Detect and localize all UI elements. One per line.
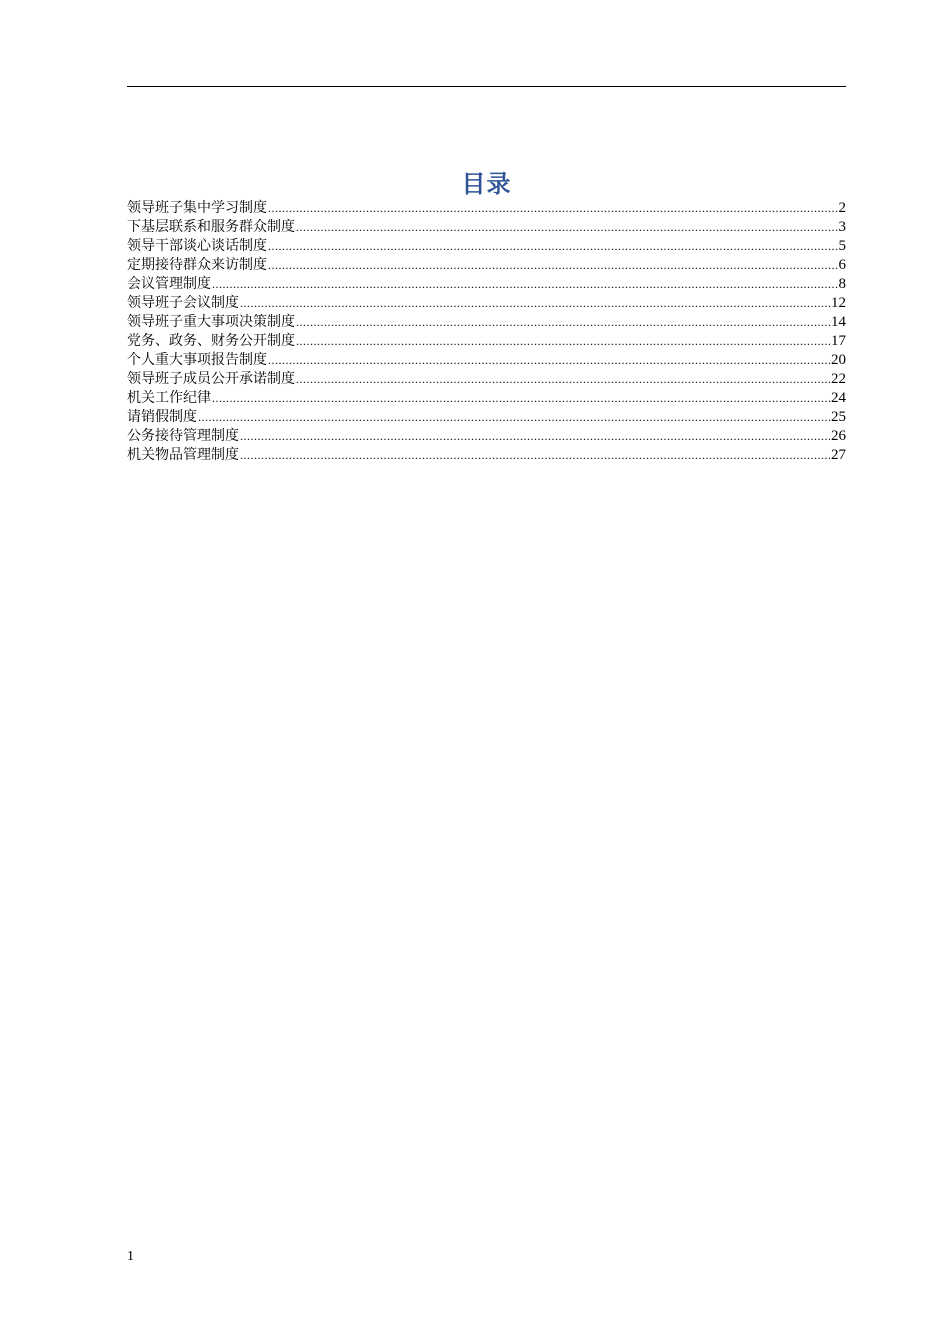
toc-entry-page: 27 (831, 447, 846, 463)
toc-entry-page: 20 (831, 352, 846, 368)
toc-leader-dots (268, 256, 838, 275)
toc-entry[interactable] (127, 237, 846, 256)
table-of-contents (127, 199, 846, 465)
toc-entry-page: 12 (831, 295, 846, 311)
toc-entry-page: 3 (838, 219, 846, 235)
footer-page-number: 1 (127, 1249, 134, 1264)
toc-leader-dots (296, 313, 830, 332)
toc-entry[interactable] (127, 427, 846, 446)
toc-leader-dots (212, 275, 838, 294)
toc-entry-label: 公务接待管理制度 (127, 428, 239, 444)
toc-entry-label: 机关物品管理制度 (127, 447, 239, 463)
toc-entry-page: 6 (838, 257, 846, 273)
toc-leader-dots (268, 237, 838, 256)
toc-entry-label: 会议管理制度 (127, 276, 211, 292)
toc-entry-page: 24 (831, 390, 846, 406)
toc-entry-label: 请销假制度 (127, 409, 197, 425)
toc-entry[interactable] (127, 218, 846, 237)
toc-entry-page: 26 (831, 428, 846, 444)
toc-entry-label: 领导班子成员公开承诺制度 (127, 371, 295, 387)
toc-leader-dots (296, 332, 830, 351)
toc-entry[interactable] (127, 313, 846, 332)
header-rule (127, 86, 846, 87)
toc-leader-dots (296, 218, 838, 237)
toc-leader-dots (212, 389, 830, 408)
toc-leader-dots (198, 408, 830, 427)
toc-entry[interactable] (127, 294, 846, 313)
toc-entry-label: 个人重大事项报告制度 (127, 352, 267, 368)
toc-leader-dots (268, 351, 830, 370)
toc-entry-page: 25 (831, 409, 846, 425)
toc-entry[interactable] (127, 199, 846, 218)
toc-entry[interactable] (127, 408, 846, 427)
toc-entry-label: 领导班子重大事项决策制度 (127, 314, 295, 330)
toc-leader-dots (296, 370, 830, 389)
toc-entry-page: 14 (831, 314, 846, 330)
toc-leader-dots (268, 199, 838, 218)
toc-entry[interactable] (127, 332, 846, 351)
toc-entry-label: 机关工作纪律 (127, 390, 211, 406)
toc-entry[interactable] (127, 370, 846, 389)
toc-entry-page: 2 (838, 200, 846, 216)
toc-title: 目录 (461, 169, 512, 198)
toc-leader-dots (240, 294, 830, 313)
toc-entry-page: 17 (831, 333, 846, 349)
toc-entry-page: 5 (838, 238, 846, 254)
toc-entry-label: 定期接待群众来访制度 (127, 257, 267, 273)
toc-entry-page: 8 (838, 276, 846, 292)
toc-entry[interactable] (127, 389, 846, 408)
toc-leader-dots (240, 446, 830, 465)
toc-entry[interactable] (127, 256, 846, 275)
toc-entry[interactable] (127, 446, 846, 465)
toc-entry-label: 领导干部谈心谈话制度 (127, 238, 267, 254)
toc-entry[interactable] (127, 351, 846, 370)
toc-entry-label: 下基层联系和服务群众制度 (127, 219, 295, 235)
toc-entry[interactable] (127, 275, 846, 294)
toc-leader-dots (240, 427, 830, 446)
toc-entry-label: 领导班子会议制度 (127, 295, 239, 311)
toc-entry-label: 党务、政务、财务公开制度 (127, 333, 295, 349)
toc-entry-page: 22 (831, 371, 846, 387)
toc-entry-label: 领导班子集中学习制度 (127, 200, 267, 216)
